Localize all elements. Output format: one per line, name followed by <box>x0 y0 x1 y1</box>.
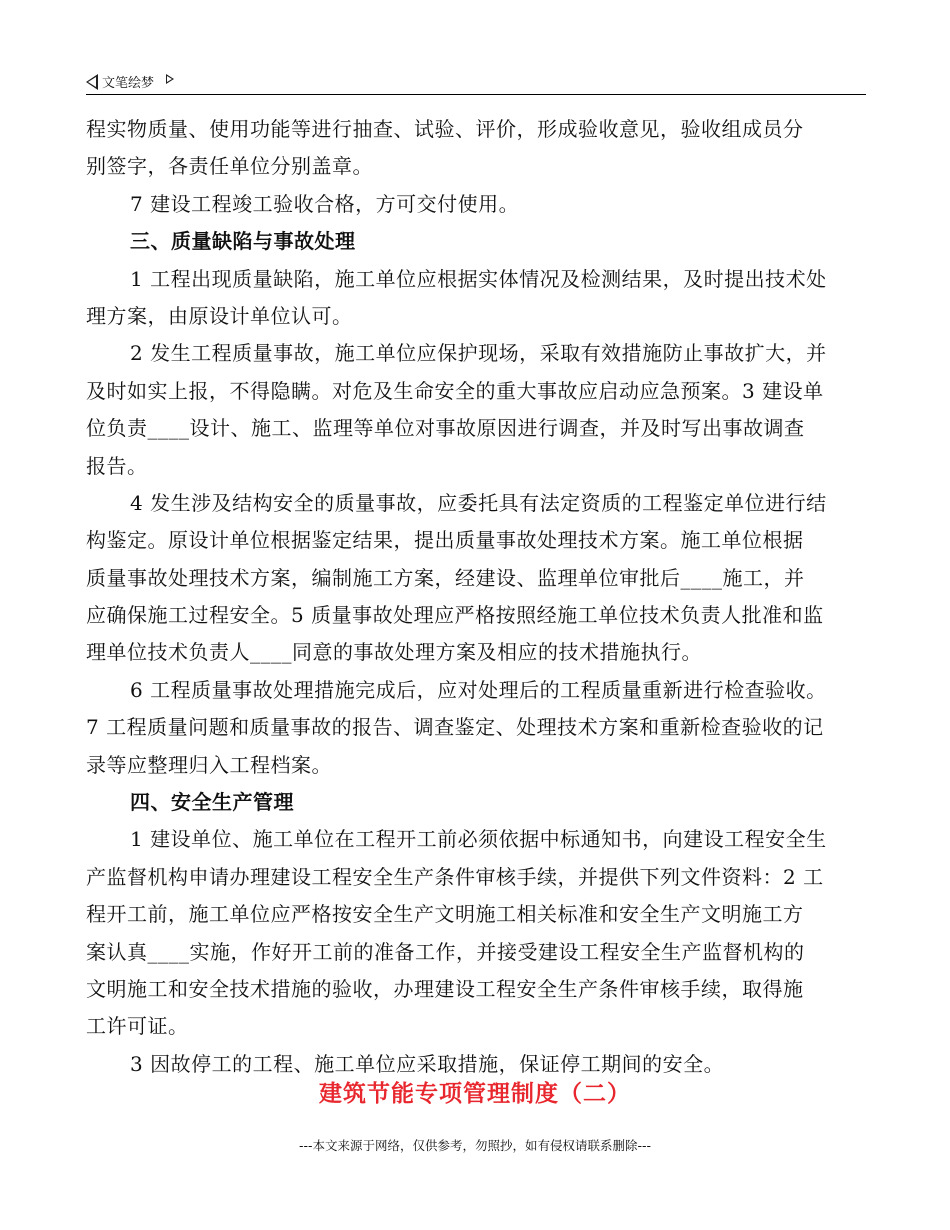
paragraph-line: 7 建设工程竣工验收合格，方可交付使用。 <box>130 191 520 216</box>
paragraph-line: 3 因故停工的工程、施工单位应采取措施，保证停工期间的安全。 <box>130 1051 725 1076</box>
paragraph-line: 程开工前，施工单位应严格按安全生产文明施工相关标准和安全生产文明施工方 <box>86 902 804 927</box>
paragraph-line: 理单位技术负责人____同意的事故处理方案及相应的技术措施执行。 <box>86 640 702 665</box>
paragraph-line: 7 工程质量问题和质量事故的报告、调查鉴定、处理技术方案和重新检查验收的记 <box>86 715 824 740</box>
paragraph-line: 4 发生涉及结构安全的质量事故，应委托具有法定资质的工程鉴定单位进行结 <box>130 490 827 515</box>
page-header <box>86 70 866 95</box>
paragraph-line: 位负责____设计、施工、监理等单位对事故原因进行调查，并及时写出事故调查 <box>86 416 805 441</box>
paragraph-line: 录等应整理归入工程档案。 <box>86 752 332 777</box>
paragraph-line: 程实物质量、使用功能等进行抽查、试验、评价，形成验收意见，验收组成员分 <box>86 117 804 141</box>
paragraph-line: 报告。 <box>86 453 148 478</box>
document-body <box>86 111 866 1083</box>
paragraph-line: 理方案，由原设计单位认可。 <box>86 303 353 328</box>
section-heading: 四、安全生产管理 <box>130 790 294 815</box>
paragraph-line: 构鉴定。原设计单位根据鉴定结果，提出质量事故处理技术方案。施工单位根据 <box>86 528 804 553</box>
paragraph-line: 2 发生工程质量事故，施工单位应保护现场，采取有效措施防止事故扩大，并 <box>130 341 827 366</box>
triangle-left-icon <box>86 74 98 90</box>
paragraph-line: 1 工程出现质量缺陷，施工单位应根据实体情况及检测结果，及时提出技术处 <box>130 266 827 291</box>
paragraph-line: 质量事故处理技术方案，编制施工方案，经建设、监理单位审批后____施工，并 <box>86 565 805 590</box>
page-footer: ---本文来源于网络，仅供参考，勿照抄，如有侵权请联系删除--- <box>298 1138 652 1153</box>
paragraph-line: 产监督机构申请办理建设工程安全生产条件审核手续，并提供下列文件资料：2 工 <box>86 864 824 889</box>
paragraph-line: 应确保施工过程安全。5 质量事故处理应严格按照经施工单位技术负责人批准和监 <box>86 603 824 628</box>
triangle-right-icon <box>166 74 174 84</box>
header-brand: 文笔绘梦 <box>102 76 155 91</box>
paragraph-line: 1 建设单位、施工单位在工程开工前必须依据中标通知书，向建设工程安全生 <box>130 827 827 852</box>
section-heading: 三、质量缺陷与事故处理 <box>130 229 356 254</box>
paragraph-line: 及时如实上报，不得隐瞒。对危及生命安全的重大事故应启动应急预案。3 建设单 <box>86 378 824 403</box>
paragraph-line: 6 工程质量事故处理措施完成后，应对处理后的工程质量重新进行检查验收。 <box>130 677 827 702</box>
paragraph-line: 工许可证。 <box>86 1014 189 1039</box>
section-title: 建筑节能专项管理制度（二） <box>319 1081 631 1107</box>
header-brand-group <box>86 72 174 91</box>
paragraph-line: 文明施工和安全技术措施的验收，办理建设工程安全生产条件审核手续，取得施 <box>86 976 804 1001</box>
paragraph-line: 别签字，各责任单位分别盖章。 <box>86 154 373 179</box>
paragraph-line: 案认真____实施，作好开工前的准备工作，并接受建设工程安全生产监督机构的 <box>86 939 805 964</box>
